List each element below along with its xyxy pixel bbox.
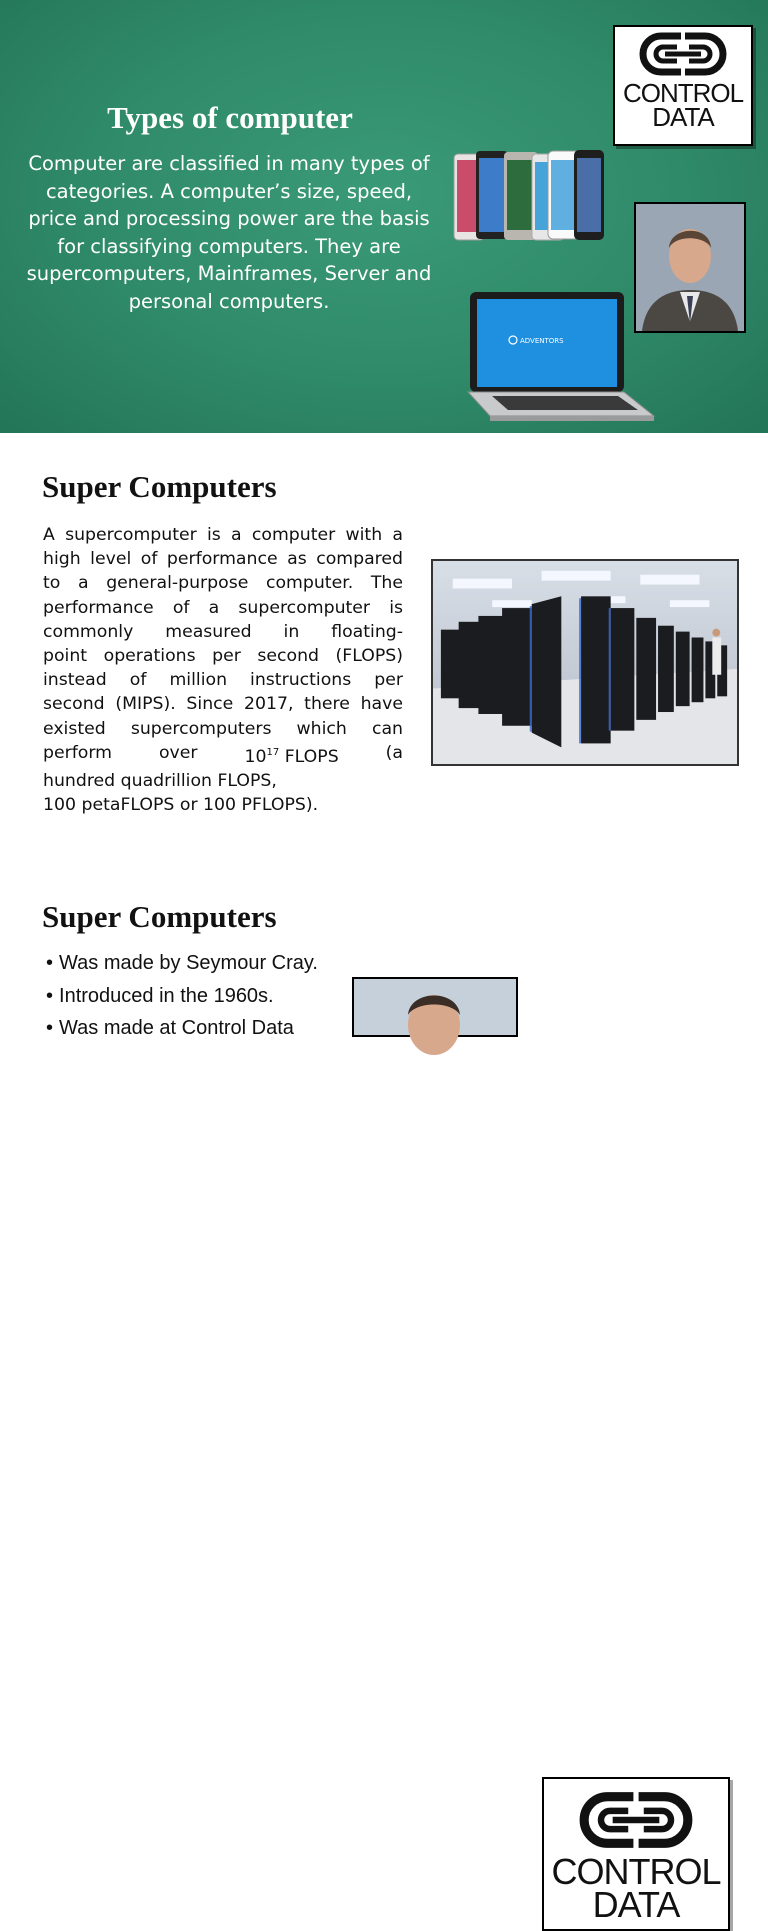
body-line: existed supercomputers which can [43,718,403,739]
slide-super-computers-history [0,873,768,1925]
control-data-symbol-icon [573,1785,699,1855]
slide-title: Types of computer [107,100,353,135]
logo-text-line-2: DATA [652,102,714,132]
body-line: point operations per second (FLOPS) [43,646,403,667]
body-line: commonly measured in floating- [43,621,403,642]
smartphones-image [452,148,606,242]
laptop-screen-text: ADVENTORS [520,337,564,345]
portrait-photo [352,977,518,1037]
bullet-item: • Introduced in the 1960s. [46,980,318,1013]
slide-title: Super Computers [42,469,277,504]
flops-base: 10 [244,746,267,767]
bullet-list [46,947,318,1045]
slide-types-of-computer [0,0,768,433]
flops-line [43,741,403,769]
body-line: second (MIPS). Since 2017, there have [43,694,403,715]
control-data-logo [613,25,753,146]
body-line: 100 petaFLOPS or 100 PFLOPS). [43,795,319,815]
flops-line-lead: perform [43,742,112,763]
flops-value [244,741,338,769]
slide-body-text: Computer are classified in many types of categories. A computer’s size, speed, price and processing power are the basis for classifying computers. They are supercomputers, Mainframes, Server and personal computers. [26,152,432,313]
logo-text-line-2: DATA [592,1884,680,1925]
body-line: high level of performance as compared [43,549,403,570]
body-line: instead of million instructions per [43,670,403,691]
control-data-symbol-icon [637,27,729,81]
supercomputer-photo [431,559,739,766]
flops-line-paren: (a [385,742,403,763]
slide-body-text [43,523,403,817]
bullet-item: • Was made by Seymour Cray. [46,947,318,980]
logo-text-line-1: CONTROL [551,1851,721,1892]
control-data-logo [542,1777,730,1931]
flops-exponent: 17 [266,746,280,758]
body-line: to a general-purpose computer. The [43,573,403,594]
flops-unit: FLOPS [284,746,339,767]
body-line: performance of a supercomputer is [43,597,403,618]
flops-line-word: over [158,742,198,763]
body-line: hundred quadrillion FLOPS, [43,770,277,791]
laptop-image [468,290,656,426]
logo-text-line-1: CONTROL [622,78,744,108]
slide-super-computers [0,433,768,873]
bullet-item: • Was made at Control Data [46,1012,318,1045]
slide-title: Super Computers [42,899,277,934]
body-line: A supercomputer is a computer with a [43,525,403,545]
